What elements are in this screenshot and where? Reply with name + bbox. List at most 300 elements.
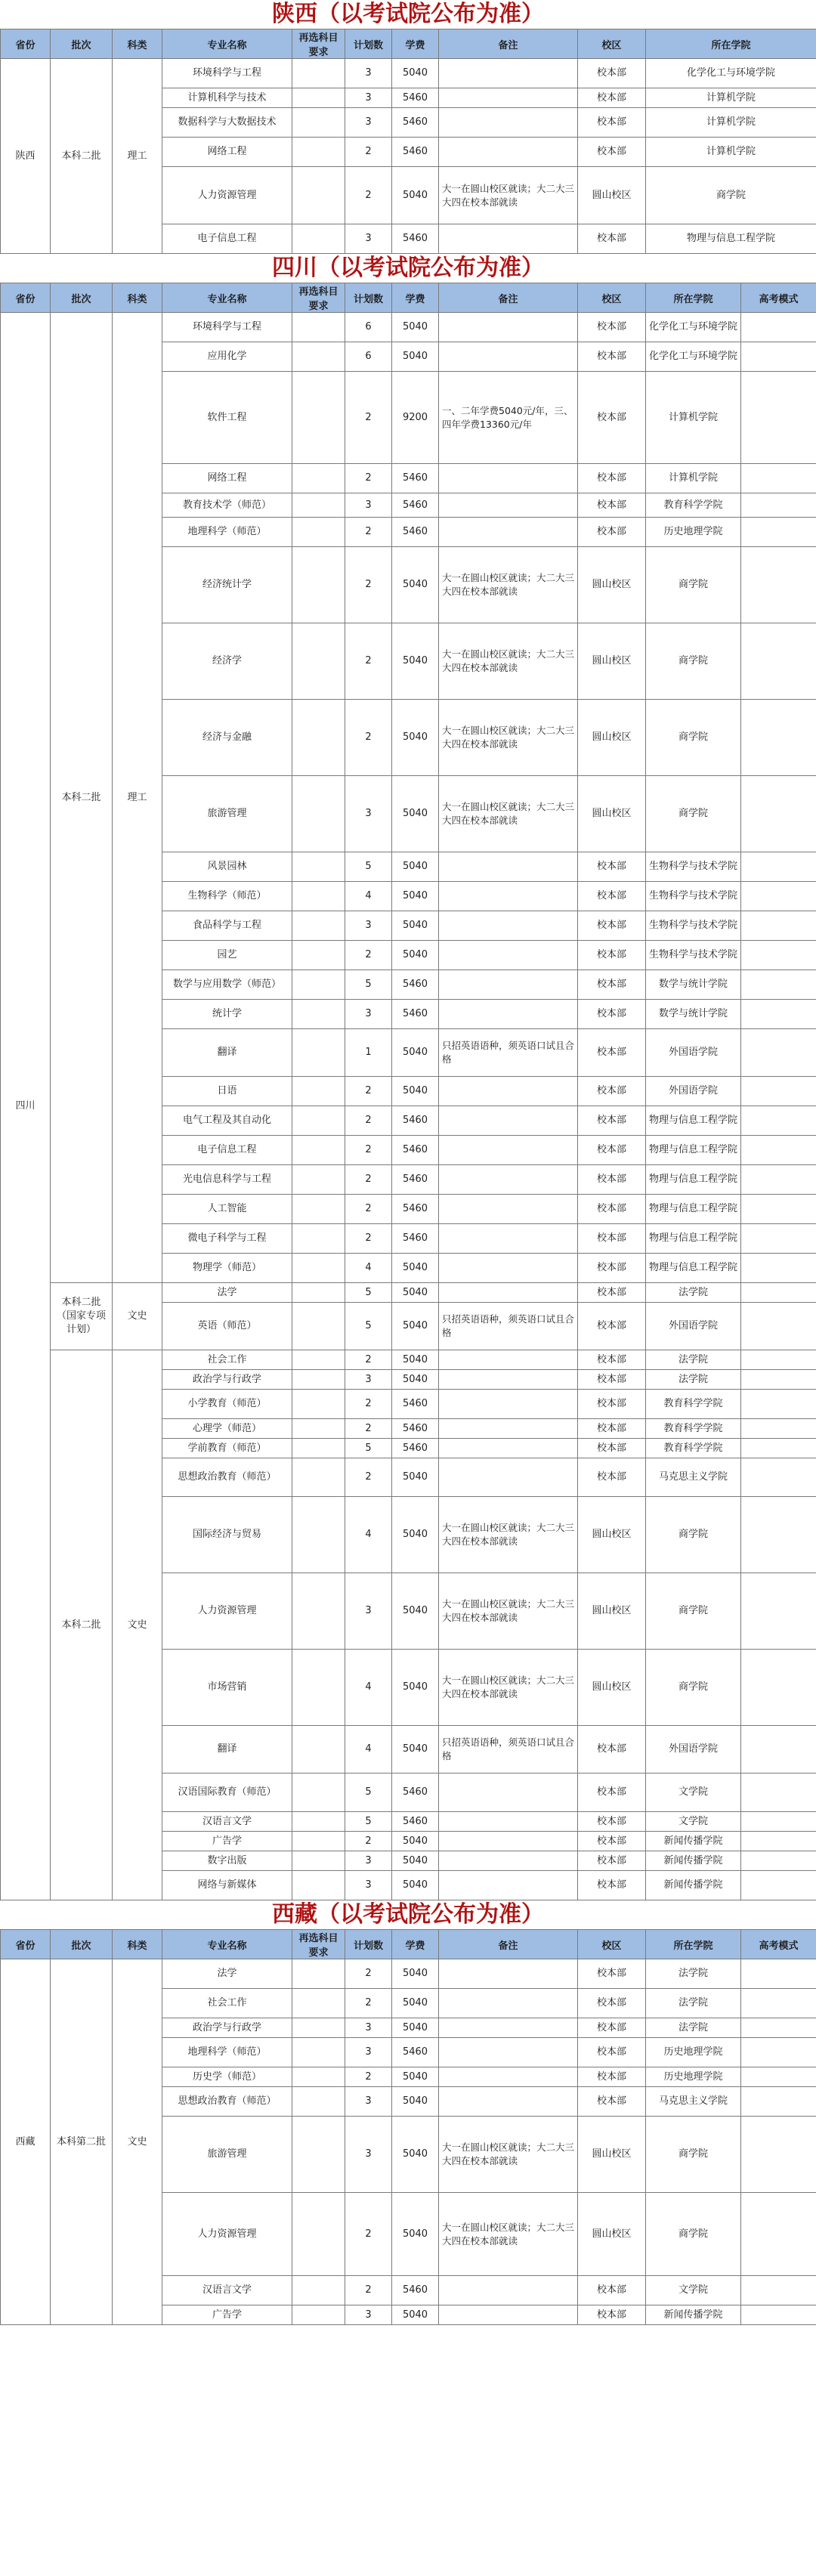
campus-cell: 圆山校区	[578, 1650, 646, 1726]
plan-count-cell: 5	[345, 1774, 392, 1812]
exam-mode-cell	[741, 464, 816, 493]
college-cell: 法学院	[646, 1370, 741, 1390]
col-header-fee: 学费	[392, 283, 439, 313]
college-cell: 计算机学院	[646, 138, 816, 167]
exam-mode-cell	[741, 941, 816, 970]
plan-count-cell: 2	[345, 547, 392, 623]
campus-cell: 圆山校区	[578, 623, 646, 700]
table-row	[1, 1959, 816, 1989]
tuition-cell: 5040	[392, 941, 439, 970]
exam-mode-cell	[741, 2087, 816, 2117]
note-cell: 大一在圆山校区就读；大二大三大四在校本部就读	[439, 1573, 578, 1650]
plan-count-cell: 4	[345, 1254, 392, 1283]
major-cell: 思想政治教育（师范）	[162, 1458, 292, 1497]
plan-count-cell: 2	[345, 1458, 392, 1497]
college-cell: 文学院	[646, 1774, 741, 1812]
campus-cell: 圆山校区	[578, 547, 646, 623]
exam-mode-cell	[741, 776, 816, 852]
subject-req-cell	[292, 2305, 345, 2325]
college-cell: 物理与信息工程学院	[646, 1106, 741, 1136]
note-cell	[439, 493, 578, 518]
province-cell: 西藏	[1, 1959, 51, 2325]
college-cell: 数学与统计学院	[646, 970, 741, 1000]
note-cell	[439, 1165, 578, 1195]
subject-req-cell	[292, 852, 345, 882]
campus-cell: 校本部	[578, 1254, 646, 1283]
major-cell: 教育技术学（师范）	[162, 493, 292, 518]
campus-cell: 圆山校区	[578, 776, 646, 852]
college-cell: 历史地理学院	[646, 2067, 741, 2087]
major-cell: 思想政治教育（师范）	[162, 2087, 292, 2117]
college-cell: 教育科学学院	[646, 493, 741, 518]
campus-cell: 圆山校区	[578, 167, 646, 224]
tuition-cell: 5040	[392, 1989, 439, 2018]
plan-count-cell: 2	[345, 1959, 392, 1989]
subject-req-cell	[292, 2018, 345, 2038]
tuition-cell: 5040	[392, 167, 439, 224]
major-cell: 人力资源管理	[162, 2193, 292, 2276]
subject-req-cell	[292, 1106, 345, 1136]
campus-cell: 校本部	[578, 1077, 646, 1106]
campus-cell: 校本部	[578, 464, 646, 493]
note-cell	[439, 2067, 578, 2087]
subject-req-cell	[292, 493, 345, 518]
subject-req-cell	[292, 464, 345, 493]
major-cell: 人力资源管理	[162, 1573, 292, 1650]
college-cell: 历史地理学院	[646, 2038, 741, 2067]
major-cell: 电子信息工程	[162, 224, 292, 254]
col-header-campus: 校区	[578, 283, 646, 313]
major-cell: 人工智能	[162, 1195, 292, 1224]
college-cell: 生物科学与技术学院	[646, 882, 741, 911]
college-cell: 商学院	[646, 547, 741, 623]
tuition-cell: 5460	[392, 1419, 439, 1439]
subject-req-cell	[292, 1254, 345, 1283]
exam-mode-cell	[741, 1000, 816, 1029]
college-cell: 教育科学学院	[646, 1390, 741, 1419]
major-cell: 汉语国际教育（师范）	[162, 1774, 292, 1812]
exam-mode-cell	[741, 623, 816, 700]
note-cell: 大一在圆山校区就读；大二大三大四在校本部就读	[439, 700, 578, 776]
exam-mode-cell	[741, 2018, 816, 2038]
plan-count-cell: 5	[345, 1439, 392, 1458]
note-cell: 大一在圆山校区就读；大二大三大四在校本部就读	[439, 623, 578, 700]
tuition-cell: 5040	[392, 1370, 439, 1390]
college-cell: 商学院	[646, 776, 741, 852]
plan-count-cell: 3	[345, 2087, 392, 2117]
plan-count-cell: 1	[345, 1029, 392, 1077]
plan-count-cell: 4	[345, 882, 392, 911]
note-cell	[439, 2305, 578, 2325]
college-cell: 计算机学院	[646, 372, 741, 464]
exam-mode-cell	[741, 547, 816, 623]
note-cell: 大一在圆山校区就读；大二大三大四在校本部就读	[439, 776, 578, 852]
campus-cell: 圆山校区	[578, 2193, 646, 2276]
campus-cell: 校本部	[578, 941, 646, 970]
tuition-cell: 5040	[392, 2305, 439, 2325]
campus-cell: 校本部	[578, 372, 646, 464]
col-header-plan: 计划数	[345, 1930, 392, 1959]
plan-count-cell: 6	[345, 342, 392, 372]
major-cell: 人力资源管理	[162, 167, 292, 224]
college-cell: 法学院	[646, 1989, 741, 2018]
plan-count-cell: 3	[345, 224, 392, 254]
subject-req-cell	[292, 2193, 345, 2276]
major-cell: 软件工程	[162, 372, 292, 464]
tuition-cell: 5040	[392, 776, 439, 852]
plan-count-cell: 2	[345, 1989, 392, 2018]
campus-cell: 校本部	[578, 2305, 646, 2325]
campus-cell: 校本部	[578, 1871, 646, 1900]
campus-cell: 校本部	[578, 313, 646, 342]
exam-mode-cell	[741, 1136, 816, 1165]
exam-mode-cell	[741, 852, 816, 882]
note-cell	[439, 1832, 578, 1851]
col-header-college: 所在学院	[646, 1930, 741, 1959]
subject-req-cell	[292, 1029, 345, 1077]
exam-mode-cell	[741, 1419, 816, 1439]
note-cell	[439, 1136, 578, 1165]
campus-cell: 圆山校区	[578, 2117, 646, 2193]
major-cell: 广告学	[162, 1832, 292, 1851]
exam-mode-cell	[741, 1370, 816, 1390]
col-header-plan: 计划数	[345, 283, 392, 313]
campus-cell: 圆山校区	[578, 1573, 646, 1650]
plan-count-cell: 5	[345, 970, 392, 1000]
subject-req-cell	[292, 2038, 345, 2067]
college-cell: 商学院	[646, 2117, 741, 2193]
major-cell: 市场营销	[162, 1650, 292, 1726]
exam-mode-cell	[741, 1832, 816, 1851]
col-header-plan: 计划数	[345, 29, 392, 59]
exam-mode-cell	[741, 2117, 816, 2193]
subject-req-cell	[292, 2087, 345, 2117]
table-row	[1, 59, 816, 88]
college-cell: 法学院	[646, 1350, 741, 1370]
plan-count-cell: 5	[345, 1283, 392, 1303]
col-header-category: 科类	[113, 1930, 162, 1959]
campus-cell: 校本部	[578, 1224, 646, 1254]
exam-mode-cell	[741, 1959, 816, 1989]
col-header-major: 专业名称	[162, 1930, 292, 1959]
tuition-cell: 5040	[392, 623, 439, 700]
table-header-row	[1, 1930, 816, 1959]
campus-cell: 校本部	[578, 1774, 646, 1812]
college-cell: 新闻传播学院	[646, 1871, 741, 1900]
col-header-campus: 校区	[578, 29, 646, 59]
major-cell: 法学	[162, 1959, 292, 1989]
note-cell: 大一在圆山校区就读；大二大三大四在校本部就读	[439, 2193, 578, 2276]
category-cell: 理工	[113, 313, 162, 1283]
tuition-cell: 5460	[392, 108, 439, 138]
exam-mode-cell	[741, 342, 816, 372]
college-cell: 计算机学院	[646, 88, 816, 108]
college-cell: 文学院	[646, 2276, 741, 2305]
col-header-category: 科类	[113, 29, 162, 59]
major-cell: 数学与应用数学（师范）	[162, 970, 292, 1000]
exam-mode-cell	[741, 372, 816, 464]
tuition-cell: 5040	[392, 59, 439, 88]
tibet-table-body	[1, 1959, 816, 2325]
major-cell: 日语	[162, 1077, 292, 1106]
plan-count-cell: 4	[345, 1497, 392, 1573]
college-cell: 外国语学院	[646, 1029, 741, 1077]
subject-req-cell	[292, 1350, 345, 1370]
college-cell: 物理与信息工程学院	[646, 224, 816, 254]
subject-req-cell	[292, 1871, 345, 1900]
exam-mode-cell	[741, 1458, 816, 1497]
note-cell	[439, 1370, 578, 1390]
tuition-cell: 5040	[392, 1283, 439, 1303]
subject-req-cell	[292, 1650, 345, 1726]
college-cell: 教育科学学院	[646, 1419, 741, 1439]
note-cell	[439, 2276, 578, 2305]
tuition-cell: 5460	[392, 1106, 439, 1136]
college-cell: 商学院	[646, 1573, 741, 1650]
subject-req-cell	[292, 623, 345, 700]
note-cell	[439, 2018, 578, 2038]
tuition-cell: 5460	[392, 1812, 439, 1832]
subject-req-cell	[292, 108, 345, 138]
subject-req-cell	[292, 1303, 345, 1350]
campus-cell: 校本部	[578, 1726, 646, 1774]
major-cell: 应用化学	[162, 342, 292, 372]
campus-cell: 校本部	[578, 1959, 646, 1989]
major-cell: 旅游管理	[162, 776, 292, 852]
note-cell: 只招英语语种，须英语口试且合格	[439, 1726, 578, 1774]
note-cell	[439, 1000, 578, 1029]
note-cell	[439, 313, 578, 342]
subject-req-cell	[292, 1851, 345, 1871]
col-header-batch: 批次	[51, 29, 113, 59]
note-cell	[439, 941, 578, 970]
tuition-cell: 5040	[392, 547, 439, 623]
subject-req-cell	[292, 138, 345, 167]
tuition-cell: 5040	[392, 700, 439, 776]
campus-cell: 校本部	[578, 911, 646, 941]
note-cell	[439, 1812, 578, 1832]
subject-req-cell	[292, 518, 345, 547]
note-cell	[439, 1224, 578, 1254]
note-cell	[439, 138, 578, 167]
note-cell: 大一在圆山校区就读；大二大三大四在校本部就读	[439, 547, 578, 623]
college-cell: 物理与信息工程学院	[646, 1136, 741, 1165]
exam-mode-cell	[741, 313, 816, 342]
major-cell: 法学	[162, 1283, 292, 1303]
note-cell	[439, 1390, 578, 1419]
plan-count-cell: 3	[345, 2038, 392, 2067]
campus-cell: 圆山校区	[578, 700, 646, 776]
college-cell: 生物科学与技术学院	[646, 852, 741, 882]
province-cell: 四川	[1, 313, 51, 1900]
subject-req-cell	[292, 1959, 345, 1989]
major-cell: 园艺	[162, 941, 292, 970]
college-cell: 新闻传播学院	[646, 2305, 741, 2325]
exam-mode-cell	[741, 1350, 816, 1370]
campus-cell: 校本部	[578, 1390, 646, 1419]
plan-count-cell: 3	[345, 108, 392, 138]
tuition-cell: 5460	[392, 138, 439, 167]
campus-cell: 校本部	[578, 1165, 646, 1195]
college-cell: 外国语学院	[646, 1726, 741, 1774]
college-cell: 化学化工与环境学院	[646, 342, 741, 372]
campus-cell: 校本部	[578, 1283, 646, 1303]
subject-req-cell	[292, 59, 345, 88]
table-row	[1, 1350, 816, 1370]
exam-mode-cell	[741, 1077, 816, 1106]
table-header-row	[1, 29, 816, 59]
tuition-cell: 5460	[392, 493, 439, 518]
college-cell: 历史地理学院	[646, 518, 741, 547]
col-header-fee: 学费	[392, 29, 439, 59]
exam-mode-cell	[741, 493, 816, 518]
major-cell: 物理学（师范）	[162, 1254, 292, 1283]
major-cell: 旅游管理	[162, 2117, 292, 2193]
col-header-batch: 批次	[51, 283, 113, 313]
tuition-cell: 5040	[392, 1726, 439, 1774]
tuition-cell: 5040	[392, 1029, 439, 1077]
subject-req-cell	[292, 970, 345, 1000]
plan-count-cell: 3	[345, 911, 392, 941]
major-cell: 经济学	[162, 623, 292, 700]
subject-req-cell	[292, 776, 345, 852]
col-header-exam-mode: 高考模式	[741, 1930, 816, 1959]
section-title-shaanxi: 陕西（以考试院公布为准）	[272, 1, 544, 27]
college-cell: 马克思主义学院	[646, 2087, 741, 2117]
campus-cell: 圆山校区	[578, 1497, 646, 1573]
major-cell: 地理科学（师范）	[162, 2038, 292, 2067]
plan-count-cell: 3	[345, 2305, 392, 2325]
section-title-tibet: 西藏（以考试院公布为准）	[272, 1901, 544, 1928]
tuition-cell: 5040	[392, 1832, 439, 1851]
major-cell: 心理学（师范）	[162, 1419, 292, 1439]
section-title-sichuan: 四川（以考试院公布为准）	[272, 255, 544, 281]
province-cell: 陕西	[1, 59, 51, 254]
tuition-cell: 5040	[392, 2117, 439, 2193]
subject-req-cell	[292, 1370, 345, 1390]
exam-mode-cell	[741, 1106, 816, 1136]
exam-mode-cell	[741, 1851, 816, 1871]
note-cell	[439, 1989, 578, 2018]
plan-count-cell: 2	[345, 1350, 392, 1370]
tuition-cell: 5040	[392, 1573, 439, 1650]
note-cell	[439, 1077, 578, 1106]
campus-cell: 校本部	[578, 852, 646, 882]
major-cell: 电子信息工程	[162, 1136, 292, 1165]
plan-count-cell: 2	[345, 464, 392, 493]
major-cell: 光电信息科学与工程	[162, 1165, 292, 1195]
major-cell: 网络与新媒体	[162, 1871, 292, 1900]
major-cell: 网络工程	[162, 464, 292, 493]
note-cell: 大一在圆山校区就读；大二大三大四在校本部就读	[439, 1650, 578, 1726]
plan-count-cell: 3	[345, 1871, 392, 1900]
major-cell: 学前教育（师范）	[162, 1439, 292, 1458]
subject-req-cell	[292, 1497, 345, 1573]
subject-req-cell	[292, 547, 345, 623]
subject-req-cell	[292, 2117, 345, 2193]
plan-count-cell: 4	[345, 1650, 392, 1726]
exam-mode-cell	[741, 700, 816, 776]
note-cell	[439, 1871, 578, 1900]
note-cell	[439, 224, 578, 254]
campus-cell: 校本部	[578, 1136, 646, 1165]
major-cell: 翻译	[162, 1726, 292, 1774]
major-cell: 生物科学（师范）	[162, 882, 292, 911]
plan-count-cell: 2	[345, 1077, 392, 1106]
subject-req-cell	[292, 1390, 345, 1419]
exam-mode-cell	[741, 1390, 816, 1419]
campus-cell: 校本部	[578, 59, 646, 88]
exam-mode-cell	[741, 882, 816, 911]
tuition-cell: 5460	[392, 224, 439, 254]
tuition-cell: 5460	[392, 1390, 439, 1419]
exam-mode-cell	[741, 1812, 816, 1832]
exam-mode-cell	[741, 1165, 816, 1195]
tuition-cell: 5040	[392, 313, 439, 342]
exam-mode-cell	[741, 2276, 816, 2305]
exam-mode-cell	[741, 1650, 816, 1726]
tuition-cell: 5040	[392, 2018, 439, 2038]
sichuan-table-body	[1, 313, 816, 1900]
note-cell	[439, 852, 578, 882]
tuition-cell: 5040	[392, 2067, 439, 2087]
campus-cell: 校本部	[578, 1106, 646, 1136]
note-cell	[439, 1106, 578, 1136]
sichuan-table	[0, 283, 816, 1900]
exam-mode-cell	[741, 2038, 816, 2067]
college-cell: 商学院	[646, 167, 816, 224]
subject-req-cell	[292, 2276, 345, 2305]
tuition-cell: 5460	[392, 1224, 439, 1254]
plan-count-cell: 3	[345, 493, 392, 518]
note-cell	[439, 1774, 578, 1812]
category-cell: 文史	[113, 1283, 162, 1350]
table-row	[1, 313, 816, 342]
college-cell: 物理与信息工程学院	[646, 1254, 741, 1283]
exam-mode-cell	[741, 1439, 816, 1458]
subject-req-cell	[292, 1077, 345, 1106]
tuition-cell: 5460	[392, 1000, 439, 1029]
plan-count-cell: 6	[345, 313, 392, 342]
exam-mode-cell	[741, 1254, 816, 1283]
note-cell	[439, 59, 578, 88]
tuition-cell: 5040	[392, 2193, 439, 2276]
college-cell: 新闻传播学院	[646, 1851, 741, 1871]
college-cell: 教育科学学院	[646, 1439, 741, 1458]
col-header-subject-req: 再选科目要求	[292, 29, 345, 59]
tuition-cell: 5460	[392, 1136, 439, 1165]
tuition-cell: 9200	[392, 372, 439, 464]
tuition-cell: 5040	[392, 911, 439, 941]
tuition-cell: 5460	[392, 464, 439, 493]
plan-count-cell: 5	[345, 852, 392, 882]
college-cell: 外国语学院	[646, 1077, 741, 1106]
exam-mode-cell	[741, 1989, 816, 2018]
major-cell: 计算机科学与技术	[162, 88, 292, 108]
shaanxi-table	[0, 29, 816, 254]
college-cell: 法学院	[646, 2018, 741, 2038]
note-cell	[439, 970, 578, 1000]
subject-req-cell	[292, 1224, 345, 1254]
tuition-cell: 5460	[392, 1195, 439, 1224]
note-cell	[439, 2087, 578, 2117]
col-header-batch: 批次	[51, 1930, 113, 1959]
campus-cell: 校本部	[578, 1458, 646, 1497]
exam-mode-cell	[741, 1871, 816, 1900]
plan-count-cell: 4	[345, 1726, 392, 1774]
subject-req-cell	[292, 1726, 345, 1774]
tuition-cell: 5040	[392, 1303, 439, 1350]
